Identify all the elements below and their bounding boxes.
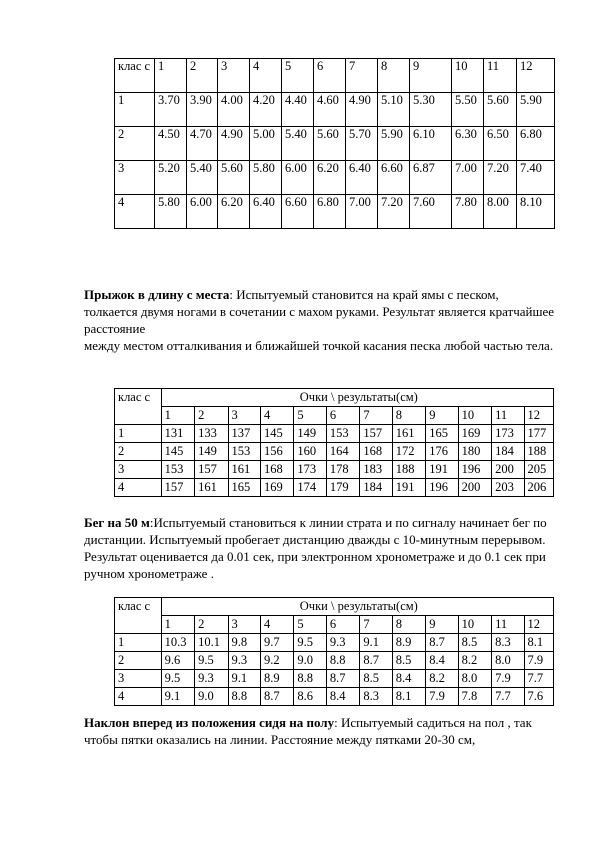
table-cell: 5.40 bbox=[282, 127, 314, 161]
table-cell: 184 bbox=[492, 443, 524, 461]
header-cell: 3 bbox=[218, 59, 250, 93]
table-cell: 174 bbox=[294, 479, 326, 497]
long-jump-text-2: между местом отталкивания и ближайшей точкой касания песка любой частью тела. bbox=[84, 338, 554, 353]
number-cell: 11 bbox=[492, 407, 524, 425]
table-cell: 5.60 bbox=[218, 161, 250, 195]
table-cell: 8.8 bbox=[228, 688, 260, 706]
run-50m-title: Бег на 50 м bbox=[84, 515, 150, 530]
table-cell: 177 bbox=[524, 425, 553, 443]
table-cell: 10.1 bbox=[195, 634, 228, 652]
number-cell: 8 bbox=[392, 407, 425, 425]
table-cell: 8.5 bbox=[458, 634, 491, 652]
table-cell: 8.8 bbox=[294, 670, 326, 688]
header-cell: 4 bbox=[250, 59, 282, 93]
forward-bend-text: : Испытуемый садиться на пол , так чтобы пятки оказались на линии. Расстояние между пятками 20-30 см, bbox=[84, 715, 532, 747]
table-cell: 3.70 bbox=[155, 93, 187, 127]
table-row bbox=[115, 634, 554, 652]
table-cell: 145 bbox=[260, 425, 293, 443]
table-cell: 8.7 bbox=[326, 670, 359, 688]
table-cell: 6.20 bbox=[218, 195, 250, 229]
number-cell: 11 bbox=[492, 616, 524, 634]
table-cell: 9.3 bbox=[228, 652, 260, 670]
header-cell: 10 bbox=[452, 59, 484, 93]
table-cell: 5.90 bbox=[378, 127, 410, 161]
table-cell: 184 bbox=[360, 479, 392, 497]
table-cell: 6.40 bbox=[346, 161, 378, 195]
number-cell: 1 bbox=[161, 616, 194, 634]
header-cell: 7 bbox=[346, 59, 378, 93]
number-cell: 7 bbox=[360, 407, 392, 425]
table-cell: 5.70 bbox=[346, 127, 378, 161]
table-cell: 9.5 bbox=[195, 652, 228, 670]
table-cell: 6.00 bbox=[187, 195, 218, 229]
table-cell: 4.00 bbox=[218, 93, 250, 127]
table-cell: 7.20 bbox=[484, 161, 517, 195]
table-cell: 165 bbox=[426, 425, 458, 443]
table-cell: 2 bbox=[115, 443, 162, 461]
table-cell: 4.50 bbox=[155, 127, 187, 161]
table-cell: 3.90 bbox=[187, 93, 218, 127]
table-cell: 5.50 bbox=[452, 93, 484, 127]
table-cell: 206 bbox=[524, 479, 553, 497]
table-cell: 156 bbox=[260, 443, 293, 461]
table-cell: 7.9 bbox=[492, 670, 524, 688]
table-cell: 9.5 bbox=[161, 670, 194, 688]
number-cell: 5 bbox=[294, 616, 326, 634]
table-cell: 8.2 bbox=[426, 670, 458, 688]
table-row bbox=[115, 161, 555, 195]
number-cell: 9 bbox=[426, 616, 458, 634]
number-cell: 2 bbox=[195, 616, 228, 634]
table-cell: 8.0 bbox=[458, 670, 491, 688]
table-cell: 183 bbox=[360, 461, 392, 479]
table-cell: 6.40 bbox=[250, 195, 282, 229]
table-cell: 161 bbox=[228, 461, 260, 479]
table-cell: 191 bbox=[426, 461, 458, 479]
number-cell: 3 bbox=[228, 407, 260, 425]
table-cell: 7.7 bbox=[492, 688, 524, 706]
table-cell: 133 bbox=[195, 425, 228, 443]
table-cell: 2 bbox=[115, 127, 155, 161]
table-cell: 8.5 bbox=[360, 670, 392, 688]
table-cell: 8.0 bbox=[492, 652, 524, 670]
long-jump-text: : Испытуемый становится на край ямы с песком, толкается двумя ногами в сочетании с махом руками. Результат является кратчайшее расстояние bbox=[84, 287, 555, 336]
table-cell: 8.8 bbox=[326, 652, 359, 670]
number-cell: 9 bbox=[426, 407, 458, 425]
table-cell: 4.20 bbox=[250, 93, 282, 127]
table-cell: 145 bbox=[161, 443, 194, 461]
header-cell: 9 bbox=[410, 59, 452, 93]
table-header-row bbox=[115, 598, 554, 616]
merged-header-cell: Очки \ результаты(см) bbox=[161, 598, 553, 616]
table-cell: 188 bbox=[524, 443, 553, 461]
table-cell: 5.80 bbox=[155, 195, 187, 229]
number-cell: 10 bbox=[458, 616, 491, 634]
table-cell: 9.0 bbox=[294, 652, 326, 670]
table-cell: 200 bbox=[458, 479, 491, 497]
table-cell: 6.60 bbox=[282, 195, 314, 229]
table-cell: 203 bbox=[492, 479, 524, 497]
table-cell: 5.10 bbox=[378, 93, 410, 127]
table-cell: 9.3 bbox=[195, 670, 228, 688]
header-cell: 1 bbox=[155, 59, 187, 93]
table-cell: 4 bbox=[115, 479, 162, 497]
table-cell: 9.1 bbox=[228, 670, 260, 688]
table-cell: 149 bbox=[294, 425, 326, 443]
number-header-row bbox=[115, 407, 554, 425]
number-cell: 12 bbox=[524, 616, 553, 634]
table-cell: 6.80 bbox=[314, 195, 346, 229]
number-cell: 4 bbox=[260, 616, 293, 634]
table-cell: 7.7 bbox=[524, 670, 553, 688]
table-cell: 8.7 bbox=[360, 652, 392, 670]
table-cell: 191 bbox=[392, 479, 425, 497]
table-cell: 164 bbox=[326, 443, 359, 461]
number-cell: 2 bbox=[195, 407, 228, 425]
table-cell: 9.1 bbox=[161, 688, 194, 706]
table-cell: 8.4 bbox=[392, 670, 425, 688]
table-cell: 8.4 bbox=[326, 688, 359, 706]
table-row bbox=[115, 425, 554, 443]
long-jump-results-table bbox=[114, 388, 554, 497]
table-cell: 6.60 bbox=[378, 161, 410, 195]
table-cell: 6.50 bbox=[484, 127, 517, 161]
table-cell: 5.90 bbox=[517, 93, 555, 127]
table-row bbox=[115, 670, 554, 688]
number-header-row bbox=[115, 616, 554, 634]
long-jump-description bbox=[84, 286, 554, 354]
table-cell: 5.20 bbox=[155, 161, 187, 195]
long-jump-title: Прыжок в длину с места bbox=[84, 287, 230, 302]
table-cell: 8.5 bbox=[392, 652, 425, 670]
table-cell: 8.6 bbox=[294, 688, 326, 706]
table-cell: 9.1 bbox=[360, 634, 392, 652]
table-row bbox=[115, 688, 554, 706]
number-cell: 12 bbox=[524, 407, 553, 425]
table-cell: 4.90 bbox=[346, 93, 378, 127]
table-row bbox=[115, 93, 555, 127]
forward-bend-title: Наклон вперед из положения сидя на полу bbox=[84, 715, 335, 730]
table-cell: 7.00 bbox=[346, 195, 378, 229]
class-header-cell: клас с bbox=[115, 598, 162, 634]
table-cell: 5.40 bbox=[187, 161, 218, 195]
table-cell: 4.60 bbox=[314, 93, 346, 127]
table-cell: 172 bbox=[392, 443, 425, 461]
table-cell: 161 bbox=[392, 425, 425, 443]
table-cell: 4 bbox=[115, 688, 162, 706]
header-cell: 5 bbox=[282, 59, 314, 93]
table-cell: 160 bbox=[294, 443, 326, 461]
run-50m-results-table bbox=[114, 597, 554, 706]
table-cell: 3 bbox=[115, 161, 155, 195]
table-cell: 3 bbox=[115, 461, 162, 479]
number-cell: 5 bbox=[294, 407, 326, 425]
table-cell: 8.9 bbox=[260, 670, 293, 688]
table-cell: 196 bbox=[426, 479, 458, 497]
header-cell: 6 bbox=[314, 59, 346, 93]
table-cell: 2 bbox=[115, 652, 162, 670]
table-cell: 153 bbox=[161, 461, 194, 479]
table-cell: 8.4 bbox=[426, 652, 458, 670]
table-cell: 200 bbox=[492, 461, 524, 479]
table-cell: 5.60 bbox=[484, 93, 517, 127]
table-cell: 168 bbox=[360, 443, 392, 461]
table-cell: 9.2 bbox=[260, 652, 293, 670]
table-cell: 165 bbox=[228, 479, 260, 497]
table-cell: 10.3 bbox=[161, 634, 194, 652]
table-cell: 169 bbox=[458, 425, 491, 443]
header-cell: 11 bbox=[484, 59, 517, 93]
table-cell: 178 bbox=[326, 461, 359, 479]
table-cell: 173 bbox=[294, 461, 326, 479]
table-row bbox=[115, 127, 555, 161]
table-cell: 169 bbox=[260, 479, 293, 497]
table-cell: 7.80 bbox=[452, 195, 484, 229]
table-cell: 9.6 bbox=[161, 652, 194, 670]
number-cell: 4 bbox=[260, 407, 293, 425]
table-cell: 7.6 bbox=[524, 688, 553, 706]
table-cell: 3 bbox=[115, 670, 162, 688]
table-cell: 7.60 bbox=[410, 195, 452, 229]
table-cell: 153 bbox=[326, 425, 359, 443]
table-cell: 137 bbox=[228, 425, 260, 443]
table-cell: 4.40 bbox=[282, 93, 314, 127]
table-header-row bbox=[115, 389, 554, 407]
table-cell: 5.80 bbox=[250, 161, 282, 195]
table-cell: 4 bbox=[115, 195, 155, 229]
table-cell: 157 bbox=[161, 479, 194, 497]
table-cell: 5.30 bbox=[410, 93, 452, 127]
table-row bbox=[115, 652, 554, 670]
table-cell: 1 bbox=[115, 425, 162, 443]
table-cell: 8.2 bbox=[458, 652, 491, 670]
number-cell: 6 bbox=[326, 616, 359, 634]
class-header-cell: клас с bbox=[115, 389, 162, 425]
run-50m-text: :Испытуемый становиться к линии страта и по сигналу начинает бег по дистанции. Испытуемый пробегает дистанцию дважды с 10-минутным перерывом. Результат оценивается да 0.01 сек, при электронном хронометраже и до 0.1 сек при ручном хронометраже . bbox=[84, 515, 547, 581]
table-cell: 4.90 bbox=[218, 127, 250, 161]
table-cell: 1 bbox=[115, 634, 162, 652]
table-cell: 131 bbox=[161, 425, 194, 443]
table-cell: 6.87 bbox=[410, 161, 452, 195]
table-cell: 9.5 bbox=[294, 634, 326, 652]
number-cell: 7 bbox=[360, 616, 392, 634]
number-cell: 1 bbox=[161, 407, 194, 425]
table-cell: 168 bbox=[260, 461, 293, 479]
table-cell: 7.00 bbox=[452, 161, 484, 195]
table-cell: 1 bbox=[115, 93, 155, 127]
table-cell: 8.7 bbox=[426, 634, 458, 652]
table-cell: 153 bbox=[228, 443, 260, 461]
number-cell: 3 bbox=[228, 616, 260, 634]
table-cell: 8.00 bbox=[484, 195, 517, 229]
table-cell: 8.1 bbox=[524, 634, 553, 652]
table-cell: 5.60 bbox=[314, 127, 346, 161]
table-row bbox=[115, 443, 554, 461]
table-cell: 176 bbox=[426, 443, 458, 461]
table-cell: 8.3 bbox=[360, 688, 392, 706]
long-jump-standards-table bbox=[114, 58, 555, 229]
table-cell: 8.9 bbox=[392, 634, 425, 652]
table-cell: 9.3 bbox=[326, 634, 359, 652]
table-cell: 8.1 bbox=[392, 688, 425, 706]
header-cell: 8 bbox=[378, 59, 410, 93]
table-cell: 173 bbox=[492, 425, 524, 443]
header-cell: клас с bbox=[115, 59, 155, 93]
table-cell: 4.70 bbox=[187, 127, 218, 161]
table-cell: 9.0 bbox=[195, 688, 228, 706]
table-header-row bbox=[115, 59, 555, 93]
table-cell: 180 bbox=[458, 443, 491, 461]
table-cell: 7.20 bbox=[378, 195, 410, 229]
merged-header-cell: Очки \ результаты(см) bbox=[161, 389, 553, 407]
table-cell: 161 bbox=[195, 479, 228, 497]
table-cell: 6.10 bbox=[410, 127, 452, 161]
number-cell: 10 bbox=[458, 407, 491, 425]
table-cell: 6.00 bbox=[282, 161, 314, 195]
table-cell: 7.40 bbox=[517, 161, 555, 195]
table-row bbox=[115, 479, 554, 497]
table-cell: 5.00 bbox=[250, 127, 282, 161]
table-cell: 157 bbox=[195, 461, 228, 479]
table-cell: 7.8 bbox=[458, 688, 491, 706]
table-cell: 7.9 bbox=[524, 652, 553, 670]
table-cell: 6.20 bbox=[314, 161, 346, 195]
number-cell: 8 bbox=[392, 616, 425, 634]
table-cell: 8.7 bbox=[260, 688, 293, 706]
table-cell: 188 bbox=[392, 461, 425, 479]
run-50m-description bbox=[84, 514, 554, 582]
table-cell: 149 bbox=[195, 443, 228, 461]
table-row bbox=[115, 195, 555, 229]
table-cell: 196 bbox=[458, 461, 491, 479]
table-cell: 6.80 bbox=[517, 127, 555, 161]
table-cell: 9.8 bbox=[228, 634, 260, 652]
table-cell: 9.7 bbox=[260, 634, 293, 652]
header-cell: 12 bbox=[517, 59, 555, 93]
table-cell: 8.10 bbox=[517, 195, 555, 229]
number-cell: 6 bbox=[326, 407, 359, 425]
forward-bend-description bbox=[84, 714, 554, 748]
table-row bbox=[115, 461, 554, 479]
table-cell: 6.30 bbox=[452, 127, 484, 161]
table-cell: 179 bbox=[326, 479, 359, 497]
table-cell: 205 bbox=[524, 461, 553, 479]
table-cell: 8.3 bbox=[492, 634, 524, 652]
table-cell: 7.9 bbox=[426, 688, 458, 706]
table-cell: 157 bbox=[360, 425, 392, 443]
header-cell: 2 bbox=[187, 59, 218, 93]
